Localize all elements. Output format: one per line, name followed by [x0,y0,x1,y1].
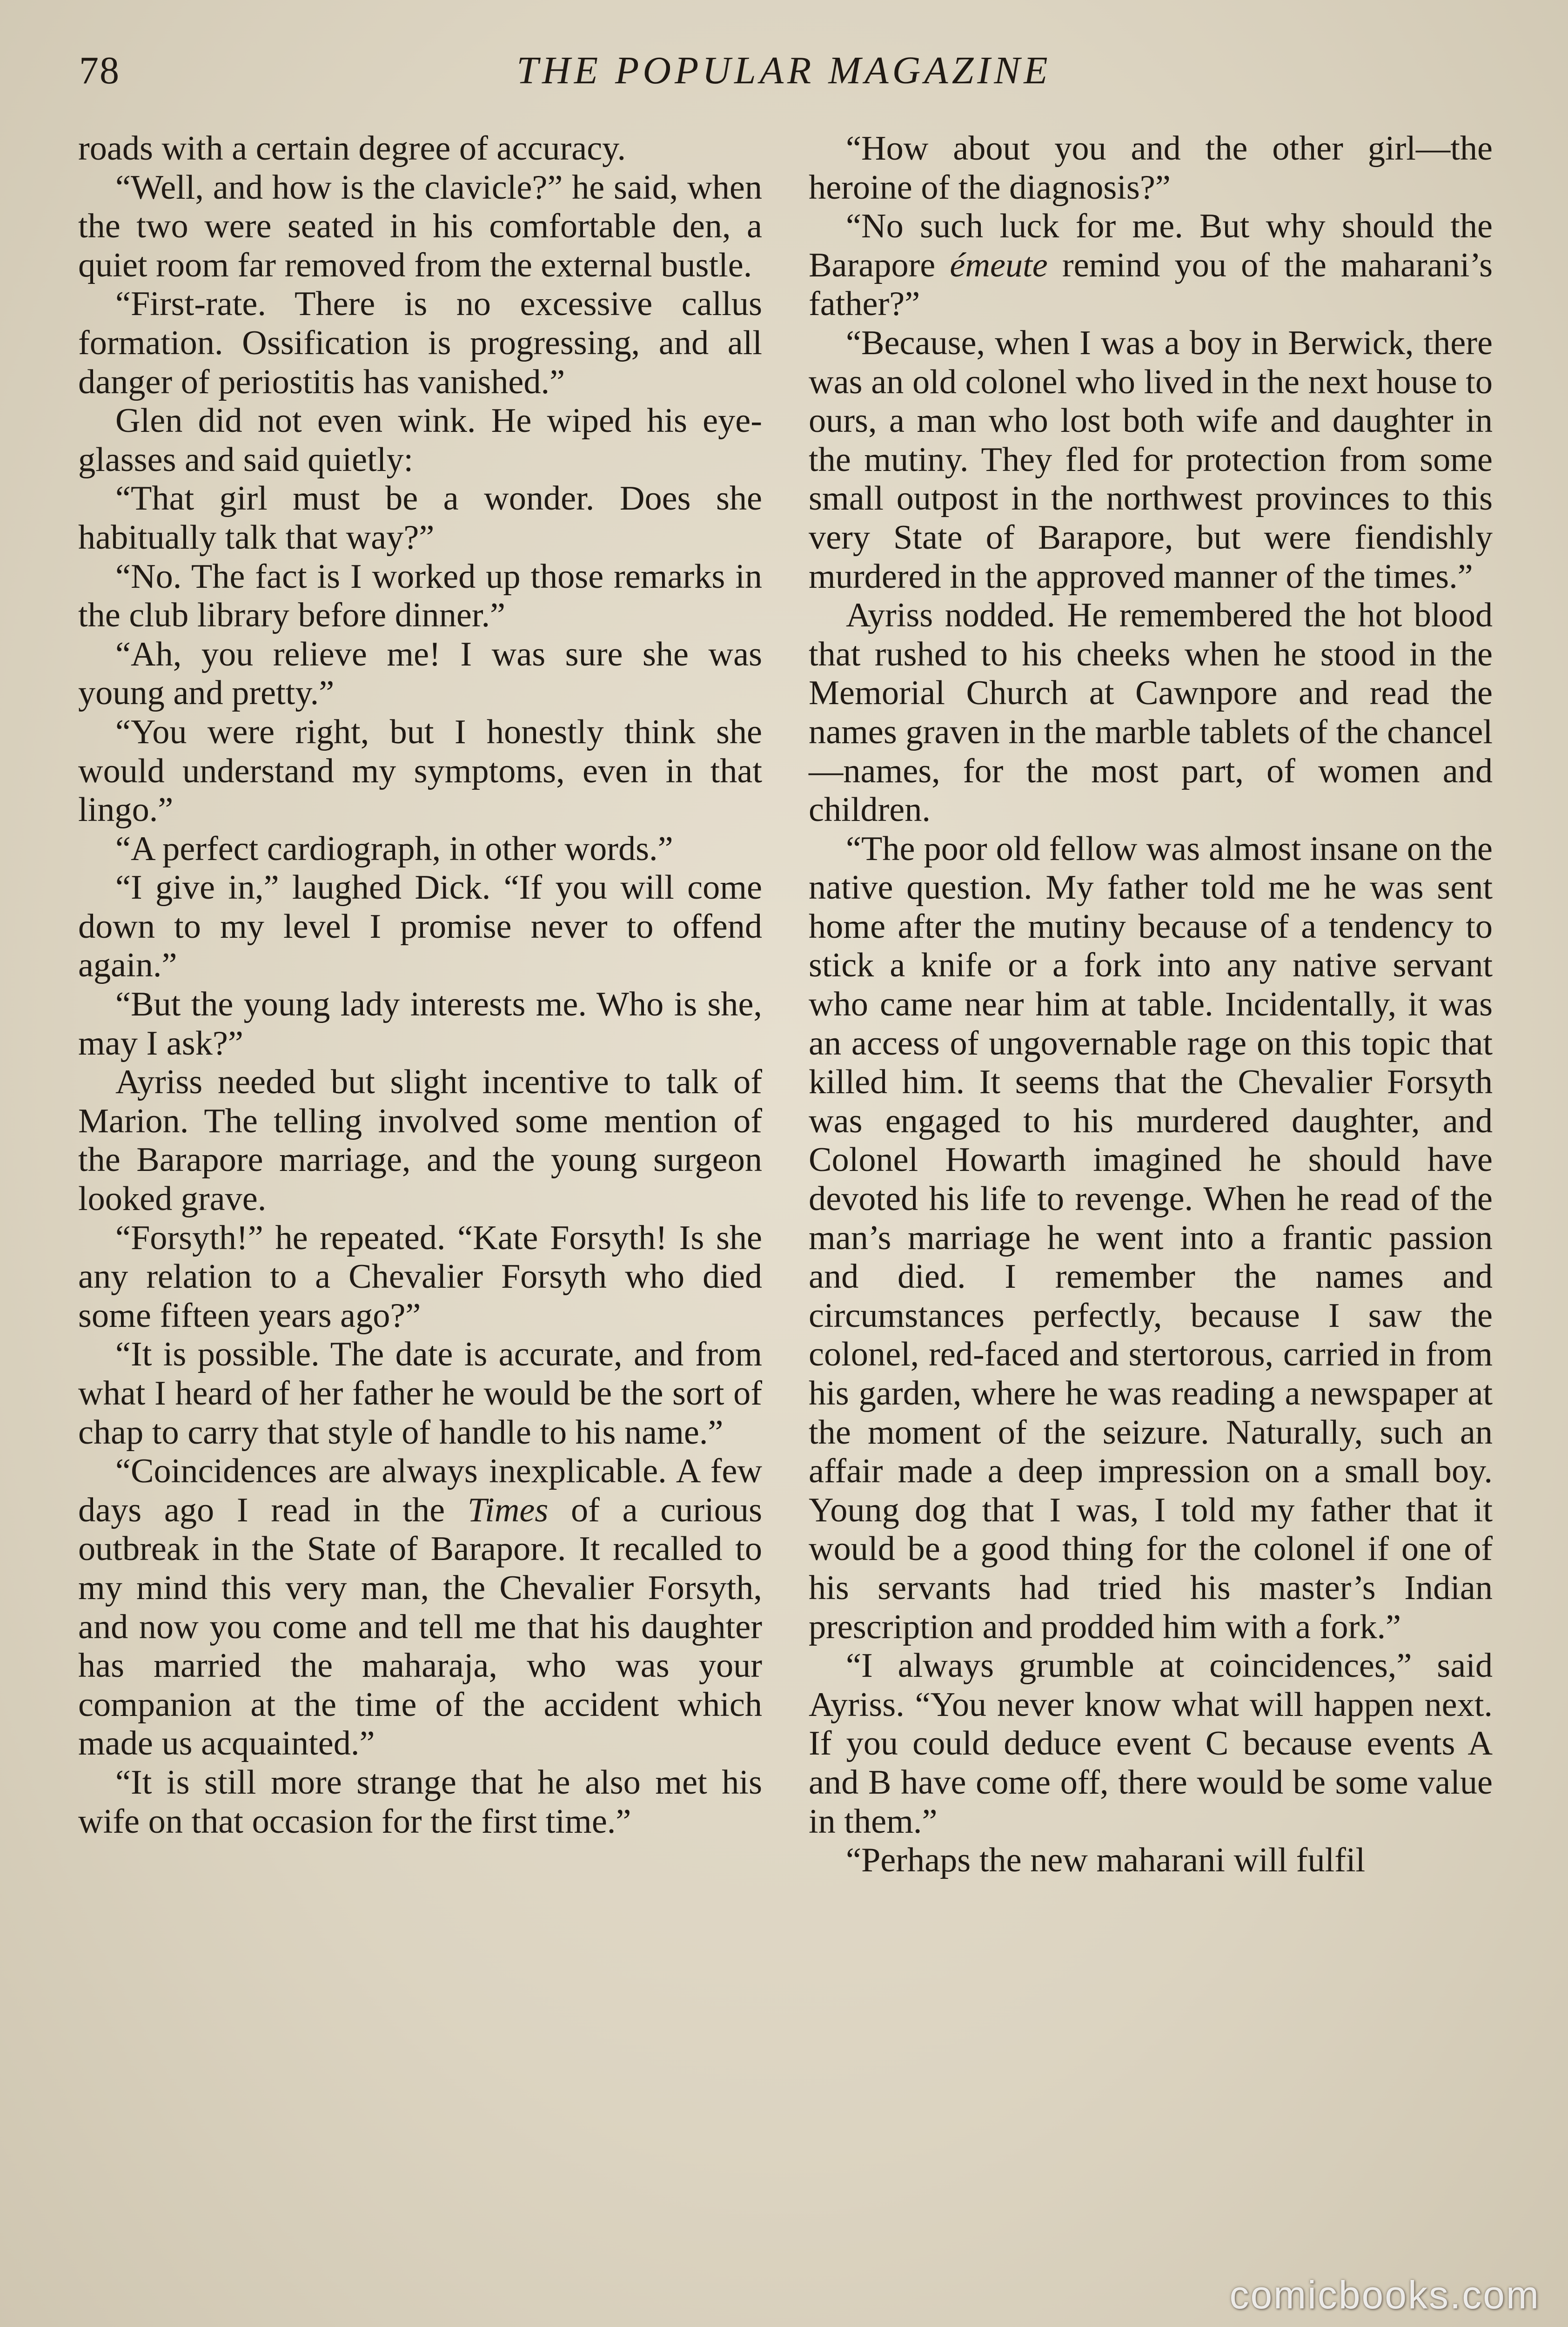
paragraph: “Coincidences are always inexplicable. A few days ago I read in the Times of a curious outbreak in the State of Barapore. It recalled to my mind this very man, the Chevalier Forsyth, and now you come and tell me that his daughter has married the maharaja, who was your companion at the time of the accident which made us acquainted.” [78,1452,762,1763]
paragraph: “It is still more strange that he also met his wife on that occasion for the first time.” [78,1763,762,1841]
paragraph: “Forsyth!” he repeated. “Kate Forsyth! Is she any relation to a Chevalier Forsyth who died some fifteen years ago?” [78,1218,762,1335]
paragraph: “How about you and the other girl—the heroine of the diagnosis?” [809,129,1493,207]
page-number: 78 [79,49,120,92]
paragraph: “First-rate. There is no excessive callus formation. Ossification is progressing, and all danger of periostitis has vanished.” [78,285,762,401]
paragraph: “A perfect cardiograph, in other words.” [115,829,673,868]
right-text-column [809,129,1493,1880]
watermark: comicbooks.com [1229,2273,1540,2317]
paragraph: Ayriss nodded. He remembered the hot blood that rushed to his cheeks when he stood in the Memorial Church at Cawnpore and read the names graven in the marble tablets of the chancel—names, for the most part, of women and children. [809,596,1493,829]
paragraph: “No. The fact is I worked up those remarks in the club library before dinner.” [78,557,762,635]
paragraph: “Perhaps the new maharani will fulfil [846,1841,1366,1880]
paragraph: “It is possible. The date is accurate, and from what I heard of her father he would be the sort of chap to carry that style of handle to his name.” [78,1335,762,1452]
page-header [74,44,1494,100]
italic-word: émeute [950,246,1048,284]
paragraph: “The poor old fellow was almost insane on the native question. My father told me he was sent home after the mutiny because of a tendency to stick a knife or a fork into any native servant who came near him at table. Incidentally, it was an access of ungovernable rage on this topic that killed him. It seems that the Chevalier Forsyth was engaged to his murdered daughter, and Colonel Howarth imagined he should have devoted his life to revenge. When he read of the man’s marriage he went into a frantic passion and died. I remember the names and circumstances perfectly, because I saw the colonel, red-faced and stertorous, carried in from his garden, where he was reading a newspaper at the moment of the seizure. Naturally, such an affair made a deep impression on a small boy. Young dog that I was, I told my father that it would be a good thing for the colonel if one of his servants had tried his master’s Indian prescription and prodded him with a fork.” [809,829,1493,1646]
running-head: THE POPULAR MAGAZINE [516,49,1052,92]
paragraph: “Ah, you relieve me! I was sure she was young and pretty.” [78,635,762,713]
paragraph: “Well, and how is the clavicle?” he said, when the two were seated in his comfortable den, a quiet room far removed from the external bustle. [78,168,762,284]
italic-word: Times [467,1491,549,1529]
left-text-column [78,129,762,1841]
paragraph: “Because, when I was a boy in Berwick, there was an old colonel who lived in the next house to ours, a man who lost both wife and daughter in the mutiny. They fled for protection from some small outpost in the northwest provinces to this very State of Barapore, but were fiendishly murdered in the approved manner of the times.” [809,323,1493,596]
paragraph: roads with a certain degree of accuracy. [78,129,626,168]
paragraph: Glen did not even wink. He wiped his eye-glasses and said quietly: [78,402,762,479]
paragraph: Ayriss needed but slight incentive to talk of Marion. The telling involved some mention of the Barapore marriage, and the young surgeon looked grave. [78,1063,762,1218]
paragraph: “I always grumble at coincidences,” said Ayriss. “You never know what will happen next. If you could deduce event C because events A and B have come off, there would be some value in them.” [809,1647,1493,1841]
paragraph: “I give in,” laughed Dick. “If you will come down to my level I promise never to offend again.” [78,868,762,985]
paragraph: “You were right, but I honestly think she would understand my symptoms, even in that lingo.” [78,713,762,829]
paragraph: “No such luck for me. But why should the Barapore émeute remind you of the maharani’s father?” [809,207,1493,323]
paragraph: “But the young lady interests me. Who is she, may I ask?” [78,985,762,1063]
paragraph: “That girl must be a wonder. Does she habitually talk that way?” [78,479,762,557]
